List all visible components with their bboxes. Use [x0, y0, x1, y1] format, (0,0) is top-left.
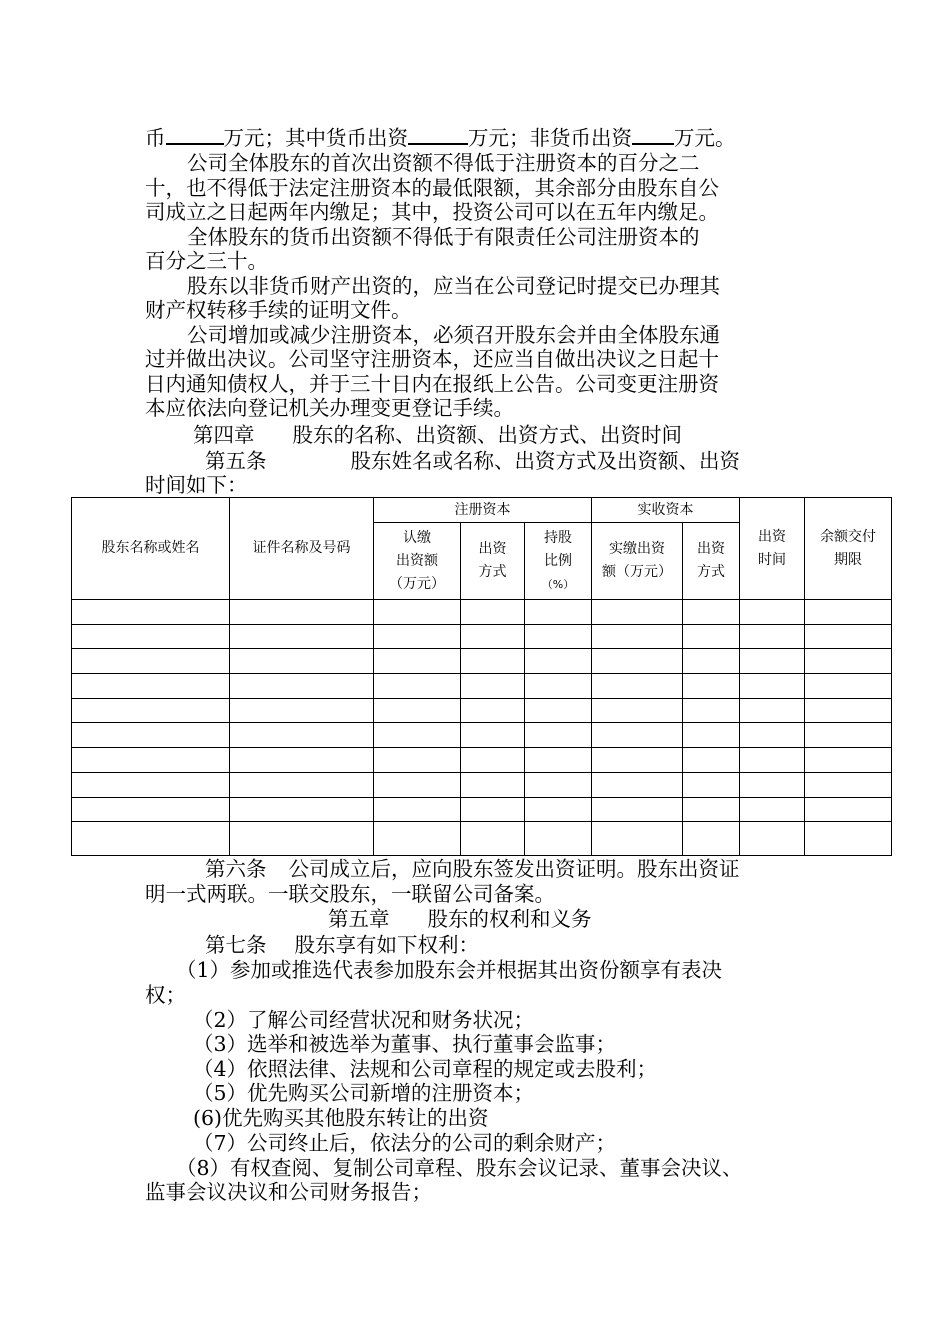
right-item-8-cont: 监事会议决议和公司财务报告； [145, 1180, 432, 1204]
table-row [72, 649, 892, 674]
table-cell[interactable] [592, 649, 683, 674]
article-5 [205, 449, 810, 473]
table-cell[interactable] [230, 822, 374, 856]
table-cell[interactable] [805, 624, 892, 649]
table-cell[interactable] [72, 698, 230, 723]
header-subscribed-amount: 认缴 出资额 （万元） [374, 523, 461, 600]
paragraph-line: 全体股东的货币出资额不得低于有限责任公司注册资本的 [187, 225, 700, 249]
table-cell[interactable] [374, 723, 461, 748]
header-shareholder-name: 股东名称或姓名 [72, 498, 230, 600]
table-cell[interactable] [374, 649, 461, 674]
article-7 [205, 933, 810, 957]
table-cell[interactable] [525, 649, 592, 674]
table-header-row [72, 498, 892, 523]
table-cell[interactable] [230, 698, 374, 723]
header-paid-method: 出资 方式 [683, 523, 740, 600]
table-cell[interactable] [525, 723, 592, 748]
table-cell[interactable] [461, 748, 525, 773]
table-cell[interactable] [740, 723, 805, 748]
table-cell[interactable] [805, 748, 892, 773]
paragraph-line: 日内通知债权人，并于三十日内在报纸上公告。公司变更注册资 [145, 372, 719, 396]
table-cell[interactable] [683, 797, 740, 822]
table-cell[interactable] [592, 698, 683, 723]
chapter-4-heading [193, 423, 682, 447]
table-cell[interactable] [683, 600, 740, 625]
right-item-5: （5）优先购买公司新增的注册资本； [193, 1081, 535, 1105]
paragraph-line: 过并做出决议。公司坚守注册资本，还应当自做出决议之日起十 [145, 347, 719, 371]
article-number: 第七条 [205, 933, 267, 957]
table-cell[interactable] [72, 822, 230, 856]
table-cell[interactable] [374, 698, 461, 723]
table-cell[interactable] [683, 674, 740, 699]
table-cell[interactable] [740, 649, 805, 674]
table-cell[interactable] [740, 674, 805, 699]
table-cell[interactable] [525, 698, 592, 723]
table-cell[interactable] [683, 624, 740, 649]
right-item-4: （4）依照法律、法规和公司章程的规定或去股利； [193, 1057, 658, 1081]
paragraph-line: 百分之三十。 [145, 249, 268, 273]
right-item-2: （2）了解公司经营状况和财务状况； [193, 1008, 535, 1032]
paragraph-line: 十，也不得低于法定注册资本的最低限额，其余部分由股东自公 [145, 176, 719, 200]
article-text: 股东姓名或名称、出资方式及出资额、出资 [350, 449, 740, 473]
monetary-contribution-blank[interactable] [408, 125, 468, 145]
table-cell[interactable] [683, 698, 740, 723]
table-cell[interactable] [683, 723, 740, 748]
table-cell[interactable] [592, 624, 683, 649]
table-cell[interactable] [592, 772, 683, 797]
table-cell[interactable] [740, 748, 805, 773]
table-row [72, 748, 892, 773]
table-cell[interactable] [805, 822, 892, 856]
header-contribution-method: 出资 方式 [461, 523, 525, 600]
table-cell[interactable] [230, 797, 374, 822]
capital-amount-line [145, 125, 810, 150]
table-cell[interactable] [805, 649, 892, 674]
table-cell[interactable] [740, 698, 805, 723]
table-cell[interactable] [72, 624, 230, 649]
chapter-title: 股东的权利和义务 [427, 907, 592, 931]
header-contribution-time: 出资 时间 [740, 498, 805, 600]
table-cell[interactable] [461, 624, 525, 649]
table-cell[interactable] [374, 822, 461, 856]
header-paid-in-capital: 实收资本 [592, 498, 740, 523]
table-cell[interactable] [805, 698, 892, 723]
article-number: 第五条 [205, 449, 267, 473]
table-cell[interactable] [230, 748, 374, 773]
table-cell[interactable] [72, 600, 230, 625]
chapter-number: 第四章 [193, 423, 255, 447]
text-segment: 万元；其中货币出资 [223, 126, 408, 150]
table-cell[interactable] [461, 797, 525, 822]
table-cell[interactable] [72, 748, 230, 773]
table-cell[interactable] [461, 600, 525, 625]
table-cell[interactable] [683, 649, 740, 674]
table-cell[interactable] [525, 772, 592, 797]
table-cell[interactable] [461, 649, 525, 674]
header-share-ratio: 持股 比例 （%） [525, 523, 592, 600]
right-item-6: (6)优先购买其他股东转让的出资 [193, 1106, 489, 1130]
table-cell[interactable] [805, 797, 892, 822]
chapter-title: 股东的名称、出资额、出资方式、出资时间 [292, 423, 682, 447]
table-cell[interactable] [740, 600, 805, 625]
table-row [72, 772, 892, 797]
table-cell[interactable] [72, 797, 230, 822]
table-cell[interactable] [230, 723, 374, 748]
table-cell[interactable] [72, 772, 230, 797]
right-item-8: （8）有权查阅、复制公司章程、股东会议记录、董事会决议、 [176, 1156, 743, 1180]
paragraph-line: 司成立之日起两年内缴足；其中，投资公司可以在五年内缴足。 [145, 200, 719, 224]
chapter-number: 第五章 [328, 907, 390, 931]
article-number: 第六条 [205, 857, 267, 881]
table-cell[interactable] [525, 674, 592, 699]
paragraph-line: 公司全体股东的首次出资额不得低于注册资本的百分之二 [187, 151, 700, 175]
table-cell[interactable] [683, 822, 740, 856]
text-segment: 币 [145, 126, 166, 150]
right-item-7: （7）公司终止后，依法分的公司的剩余财产； [193, 1131, 617, 1155]
chapter-5-heading [328, 907, 592, 931]
table-cell[interactable] [461, 723, 525, 748]
table-cell[interactable] [805, 674, 892, 699]
table-row [72, 822, 892, 856]
table-cell[interactable] [374, 748, 461, 773]
table-cell[interactable] [72, 723, 230, 748]
table-cell[interactable] [592, 797, 683, 822]
table-cell[interactable] [592, 674, 683, 699]
table-cell[interactable] [683, 772, 740, 797]
table-cell[interactable] [592, 600, 683, 625]
registered-capital-blank[interactable] [166, 125, 224, 145]
table-cell[interactable] [374, 674, 461, 699]
header-balance-deadline: 余额交付 期限 [805, 498, 892, 600]
paragraph-line: 公司增加或减少注册资本，必须召开股东会并由全体股东通 [187, 323, 720, 347]
table-cell[interactable] [525, 624, 592, 649]
table-cell[interactable] [525, 748, 592, 773]
table-cell[interactable] [525, 822, 592, 856]
table-cell[interactable] [72, 674, 230, 699]
table-cell[interactable] [740, 624, 805, 649]
text-segment: 万元；非货币出资 [468, 126, 632, 150]
table-cell[interactable] [683, 748, 740, 773]
table-cell[interactable] [805, 600, 892, 625]
shareholder-contribution-table [71, 497, 892, 856]
table-cell[interactable] [461, 772, 525, 797]
article-6 [205, 857, 810, 881]
table-cell[interactable] [374, 600, 461, 625]
paragraph-line: 明一式两联。一联交股东，一联留公司备案。 [145, 882, 555, 906]
table-cell[interactable] [805, 723, 892, 748]
table-row [72, 797, 892, 822]
paragraph-line: 本应依法向登记机关办理变更登记手续。 [145, 396, 514, 420]
table-cell[interactable] [374, 772, 461, 797]
table-cell[interactable] [525, 600, 592, 625]
table-cell[interactable] [72, 649, 230, 674]
table-cell[interactable] [592, 748, 683, 773]
table-row [72, 674, 892, 699]
table-cell[interactable] [740, 822, 805, 856]
right-item-1-cont: 权； [145, 983, 186, 1007]
article-text: 公司成立后，应向股东签发出资证明。股东出资证 [288, 857, 740, 881]
header-id-document: 证件名称及号码 [230, 498, 374, 600]
table-cell[interactable] [374, 797, 461, 822]
right-item-3: （3）选举和被选举为董事、执行董事会监事； [193, 1032, 617, 1056]
table-cell[interactable] [230, 772, 374, 797]
table-cell[interactable] [461, 698, 525, 723]
paragraph-line: 财产权转移手续的证明文件。 [145, 298, 412, 322]
article-text: 股东享有如下权利： [294, 933, 479, 957]
right-item-1: （1）参加或推选代表参加股东会并根据其出资份额享有表决 [176, 958, 723, 982]
table-cell[interactable] [230, 624, 374, 649]
table-cell[interactable] [374, 624, 461, 649]
header-paid-amount: 实缴出资 额（万元） [592, 523, 683, 600]
table-row [72, 723, 892, 748]
table-cell[interactable] [592, 723, 683, 748]
table-cell[interactable] [525, 797, 592, 822]
table-cell[interactable] [805, 772, 892, 797]
table-cell[interactable] [461, 674, 525, 699]
table-cell[interactable] [230, 649, 374, 674]
table-row [72, 600, 892, 625]
table-cell[interactable] [740, 772, 805, 797]
table-cell[interactable] [740, 797, 805, 822]
table-cell[interactable] [230, 600, 374, 625]
table-cell[interactable] [230, 674, 374, 699]
table-cell[interactable] [592, 822, 683, 856]
table-cell[interactable] [461, 822, 525, 856]
text-segment: 万元。 [674, 126, 736, 150]
table-row [72, 624, 892, 649]
header-registered-capital: 注册资本 [374, 498, 592, 523]
paragraph-line: 股东以非货币财产出资的，应当在公司登记时提交已办理其 [187, 274, 720, 298]
paragraph-line: 时间如下： [145, 473, 248, 497]
non-monetary-contribution-blank[interactable] [632, 125, 674, 145]
table-row [72, 698, 892, 723]
